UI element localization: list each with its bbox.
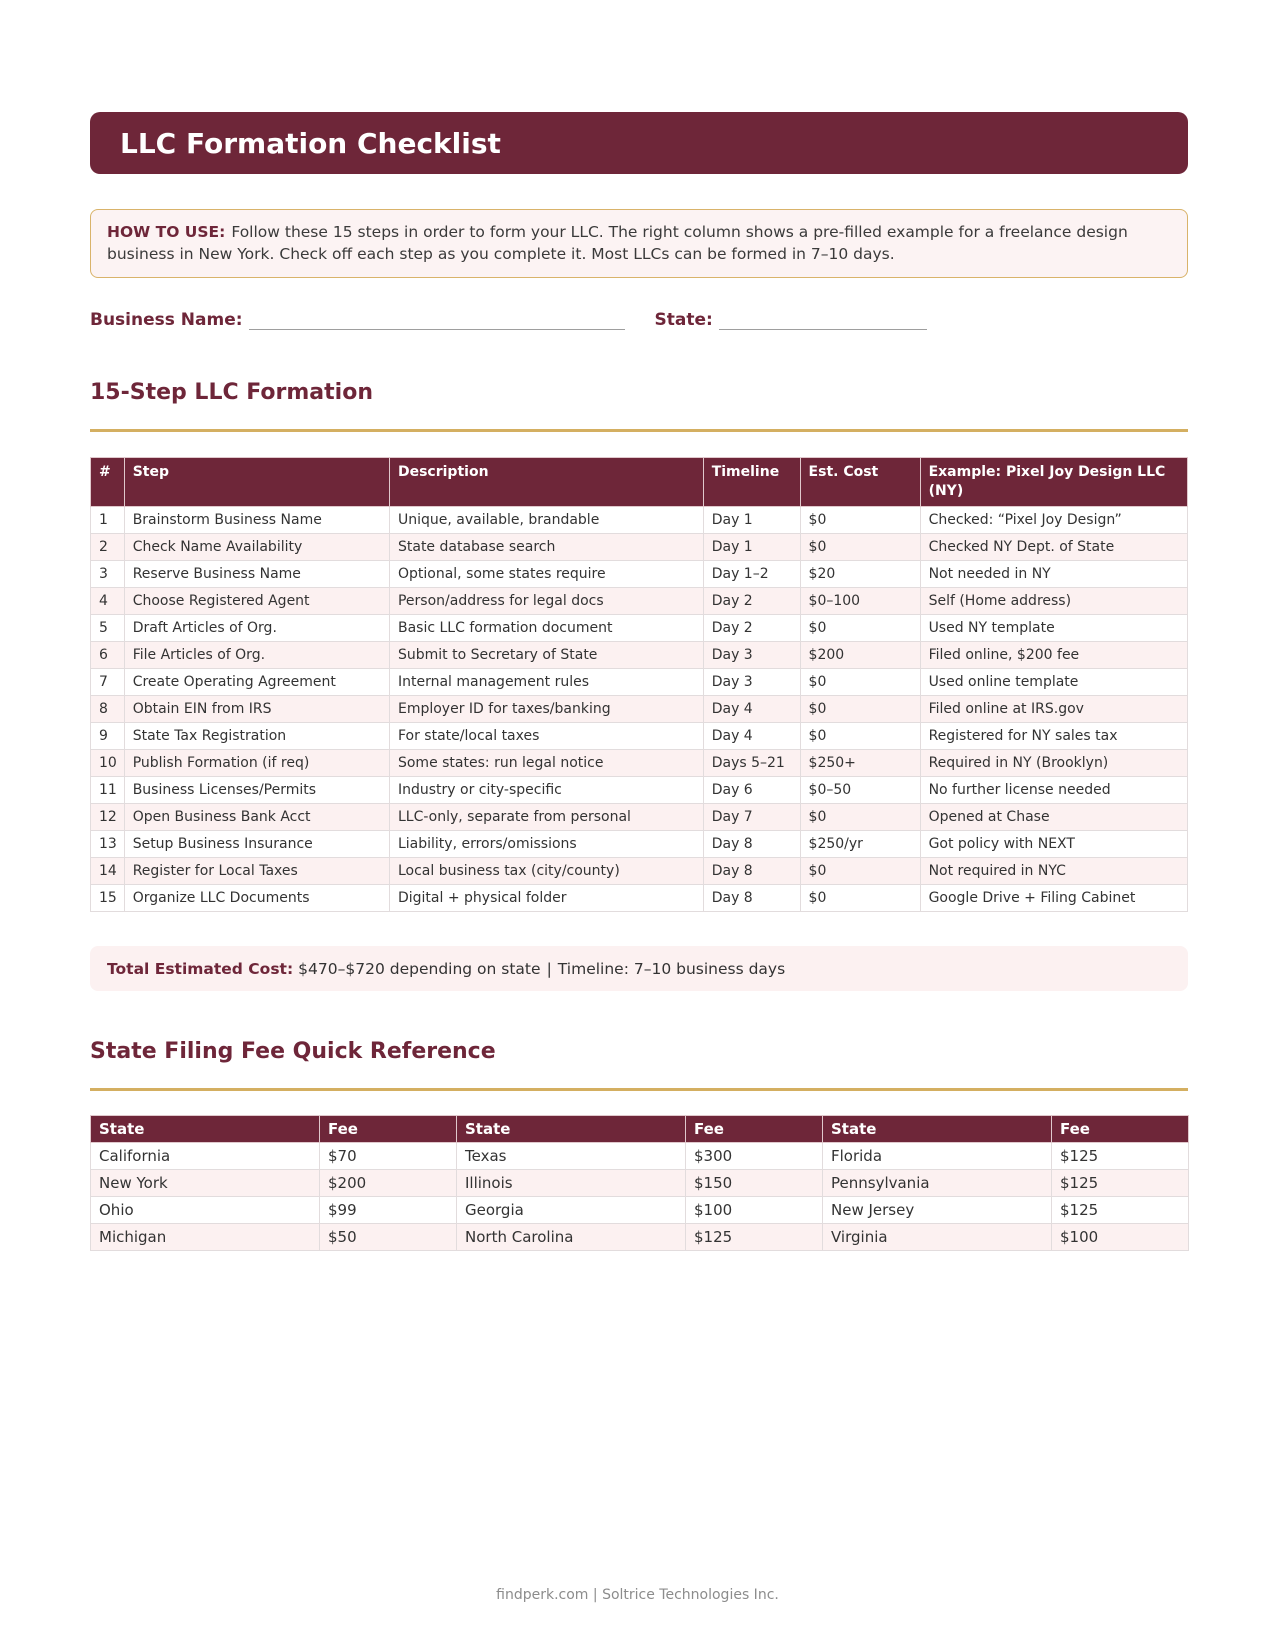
table-cell: $100 [686, 1197, 823, 1224]
fees-section-title: State Filing Fee Quick Reference [90, 1039, 1188, 1091]
table-cell: Not required in NYC [920, 858, 1187, 885]
table-cell: 4 [91, 588, 125, 615]
table-cell: 8 [91, 696, 125, 723]
table-cell: $0 [800, 858, 920, 885]
table-cell: New York [91, 1170, 320, 1197]
table-cell: $0 [800, 696, 920, 723]
table-cell: Used online template [920, 669, 1187, 696]
step-row [91, 723, 1188, 750]
table-cell: Virginia [823, 1224, 1052, 1251]
table-cell: Texas [457, 1143, 686, 1170]
table-cell: 13 [91, 831, 125, 858]
total-estimate-bar [90, 946, 1188, 991]
table-cell: 1 [91, 507, 125, 534]
state-label: State: [654, 310, 713, 330]
table-cell: Draft Articles of Org. [124, 615, 389, 642]
step-row [91, 831, 1188, 858]
table-cell: $200 [800, 642, 920, 669]
col-state-1: State [91, 1116, 320, 1143]
table-cell: 3 [91, 561, 125, 588]
how-to-use-label: HOW TO USE: [107, 223, 226, 241]
steps-table [90, 457, 1188, 912]
table-cell: $0 [800, 534, 920, 561]
table-cell: $125 [1052, 1197, 1189, 1224]
table-cell: Day 8 [703, 885, 800, 912]
table-cell: $70 [320, 1143, 457, 1170]
table-cell: Day 6 [703, 777, 800, 804]
table-cell: Employer ID for taxes/banking [389, 696, 703, 723]
col-state-2: State [457, 1116, 686, 1143]
col-step: Step [124, 458, 389, 507]
table-cell: 12 [91, 804, 125, 831]
table-cell: Opened at Chase [920, 804, 1187, 831]
table-cell: $250+ [800, 750, 920, 777]
table-cell: $125 [1052, 1143, 1189, 1170]
how-to-use-text: Follow these 15 steps in order to form your LLC. The right column shows a pre-filled example for a freelance design business in New York. Check off each step as you complete it. Most LLCs can be formed in 7–10 days. [107, 223, 1128, 263]
fill-in-fields [90, 306, 1188, 330]
table-cell: $0 [800, 723, 920, 750]
state-fees-table [90, 1115, 1189, 1251]
table-cell: No further license needed [920, 777, 1187, 804]
step-row [91, 588, 1188, 615]
table-cell: $125 [686, 1224, 823, 1251]
table-cell: 15 [91, 885, 125, 912]
col-fee-2: Fee [686, 1116, 823, 1143]
table-cell: $50 [320, 1224, 457, 1251]
table-cell: Person/address for legal docs [389, 588, 703, 615]
table-cell: Day 2 [703, 615, 800, 642]
total-separator: | [546, 959, 552, 978]
table-cell: 2 [91, 534, 125, 561]
table-cell: Filed online, $200 fee [920, 642, 1187, 669]
table-cell: Not needed in NY [920, 561, 1187, 588]
table-cell: $99 [320, 1197, 457, 1224]
table-cell: 10 [91, 750, 125, 777]
table-cell: Georgia [457, 1197, 686, 1224]
page-title: LLC Formation Checklist [120, 126, 501, 160]
table-cell: $300 [686, 1143, 823, 1170]
col-number: # [91, 458, 125, 507]
table-cell: Day 8 [703, 831, 800, 858]
table-cell: $250/yr [800, 831, 920, 858]
table-cell: LLC-only, separate from personal [389, 804, 703, 831]
table-cell: North Carolina [457, 1224, 686, 1251]
table-cell: $125 [1052, 1170, 1189, 1197]
business-name-label: Business Name: [90, 310, 243, 330]
table-cell: State Tax Registration [124, 723, 389, 750]
table-cell: Day 3 [703, 669, 800, 696]
total-cost-label: Total Estimated Cost: [107, 959, 294, 978]
table-cell: Florida [823, 1143, 1052, 1170]
table-cell: Google Drive + Filing Cabinet [920, 885, 1187, 912]
checklist-page [90, 112, 1188, 1251]
table-cell: $0 [800, 804, 920, 831]
col-description: Description [389, 458, 703, 507]
table-cell: For state/local taxes [389, 723, 703, 750]
table-cell: Local business tax (city/county) [389, 858, 703, 885]
table-cell: California [91, 1143, 320, 1170]
table-cell: $150 [686, 1170, 823, 1197]
title-banner [90, 112, 1188, 174]
total-cost-value: $470–$720 depending on state [298, 959, 541, 978]
step-row [91, 885, 1188, 912]
col-fee-3: Fee [1052, 1116, 1189, 1143]
fees-header-row [91, 1116, 1189, 1143]
table-cell: $0–50 [800, 777, 920, 804]
table-cell: Some states: run legal notice [389, 750, 703, 777]
table-cell: Create Operating Agreement [124, 669, 389, 696]
table-cell: Checked: “Pixel Joy Design” [920, 507, 1187, 534]
table-cell: Required in NY (Brooklyn) [920, 750, 1187, 777]
col-timeline: Timeline [703, 458, 800, 507]
table-cell: $0 [800, 615, 920, 642]
table-cell: Michigan [91, 1224, 320, 1251]
step-row [91, 696, 1188, 723]
table-cell: $0–100 [800, 588, 920, 615]
col-est-cost: Est. Cost [800, 458, 920, 507]
table-cell: Got policy with NEXT [920, 831, 1187, 858]
step-row [91, 534, 1188, 561]
table-cell: Reserve Business Name [124, 561, 389, 588]
table-cell: Day 7 [703, 804, 800, 831]
table-cell: Basic LLC formation document [389, 615, 703, 642]
table-cell: Day 1–2 [703, 561, 800, 588]
step-row [91, 615, 1188, 642]
fee-row [91, 1143, 1189, 1170]
table-cell: $0 [800, 885, 920, 912]
table-cell: Business Licenses/Permits [124, 777, 389, 804]
table-cell: Choose Registered Agent [124, 588, 389, 615]
step-row [91, 777, 1188, 804]
table-cell: Digital + physical folder [389, 885, 703, 912]
table-cell: State database search [389, 534, 703, 561]
table-cell: Days 5–21 [703, 750, 800, 777]
table-cell: Industry or city-specific [389, 777, 703, 804]
table-cell: Day 1 [703, 534, 800, 561]
table-cell: Day 3 [703, 642, 800, 669]
table-cell: Used NY template [920, 615, 1187, 642]
table-cell: 7 [91, 669, 125, 696]
table-cell: Pennsylvania [823, 1170, 1052, 1197]
table-cell: Organize LLC Documents [124, 885, 389, 912]
col-fee-1: Fee [320, 1116, 457, 1143]
table-cell: 9 [91, 723, 125, 750]
step-row [91, 642, 1188, 669]
fee-row [91, 1224, 1189, 1251]
table-cell: Self (Home address) [920, 588, 1187, 615]
table-cell: Register for Local Taxes [124, 858, 389, 885]
fee-row [91, 1197, 1189, 1224]
table-cell: $0 [800, 507, 920, 534]
table-cell: Day 4 [703, 723, 800, 750]
step-row [91, 750, 1188, 777]
fee-row [91, 1170, 1189, 1197]
step-row [91, 507, 1188, 534]
business-name-field[interactable] [249, 311, 625, 330]
table-cell: Internal management rules [389, 669, 703, 696]
table-cell: $100 [1052, 1224, 1189, 1251]
table-cell: Optional, some states require [389, 561, 703, 588]
table-cell: Day 1 [703, 507, 800, 534]
table-cell: Illinois [457, 1170, 686, 1197]
table-cell: Publish Formation (if req) [124, 750, 389, 777]
table-cell: Obtain EIN from IRS [124, 696, 389, 723]
table-cell: $20 [800, 561, 920, 588]
col-example: Example: Pixel Joy Design LLC (NY) [920, 458, 1187, 507]
table-cell: Submit to Secretary of State [389, 642, 703, 669]
steps-header-row [91, 458, 1188, 507]
table-cell: Brainstorm Business Name [124, 507, 389, 534]
steps-section-title: 15-Step LLC Formation [90, 380, 1188, 432]
table-cell: $200 [320, 1170, 457, 1197]
table-cell: Ohio [91, 1197, 320, 1224]
total-timeline: Timeline: 7–10 business days [557, 959, 786, 978]
step-row [91, 804, 1188, 831]
col-state-3: State [823, 1116, 1052, 1143]
table-cell: 11 [91, 777, 125, 804]
table-cell: Filed online at IRS.gov [920, 696, 1187, 723]
table-cell: Registered for NY sales tax [920, 723, 1187, 750]
table-cell: Liability, errors/omissions [389, 831, 703, 858]
step-row [91, 858, 1188, 885]
table-cell: 14 [91, 858, 125, 885]
table-cell: Unique, available, brandable [389, 507, 703, 534]
page-footer: findperk.com | Soltrice Technologies Inc. [496, 1587, 779, 1603]
table-cell: New Jersey [823, 1197, 1052, 1224]
step-row [91, 669, 1188, 696]
table-cell: Open Business Bank Acct [124, 804, 389, 831]
table-cell: Day 2 [703, 588, 800, 615]
step-row [91, 561, 1188, 588]
table-cell: 5 [91, 615, 125, 642]
table-cell: File Articles of Org. [124, 642, 389, 669]
state-field[interactable] [719, 311, 927, 330]
table-cell: $0 [800, 669, 920, 696]
table-cell: Day 8 [703, 858, 800, 885]
table-cell: Checked NY Dept. of State [920, 534, 1187, 561]
table-cell: 6 [91, 642, 125, 669]
table-cell: Day 4 [703, 696, 800, 723]
table-cell: Check Name Availability [124, 534, 389, 561]
how-to-use-box [90, 209, 1188, 278]
table-cell: Setup Business Insurance [124, 831, 389, 858]
